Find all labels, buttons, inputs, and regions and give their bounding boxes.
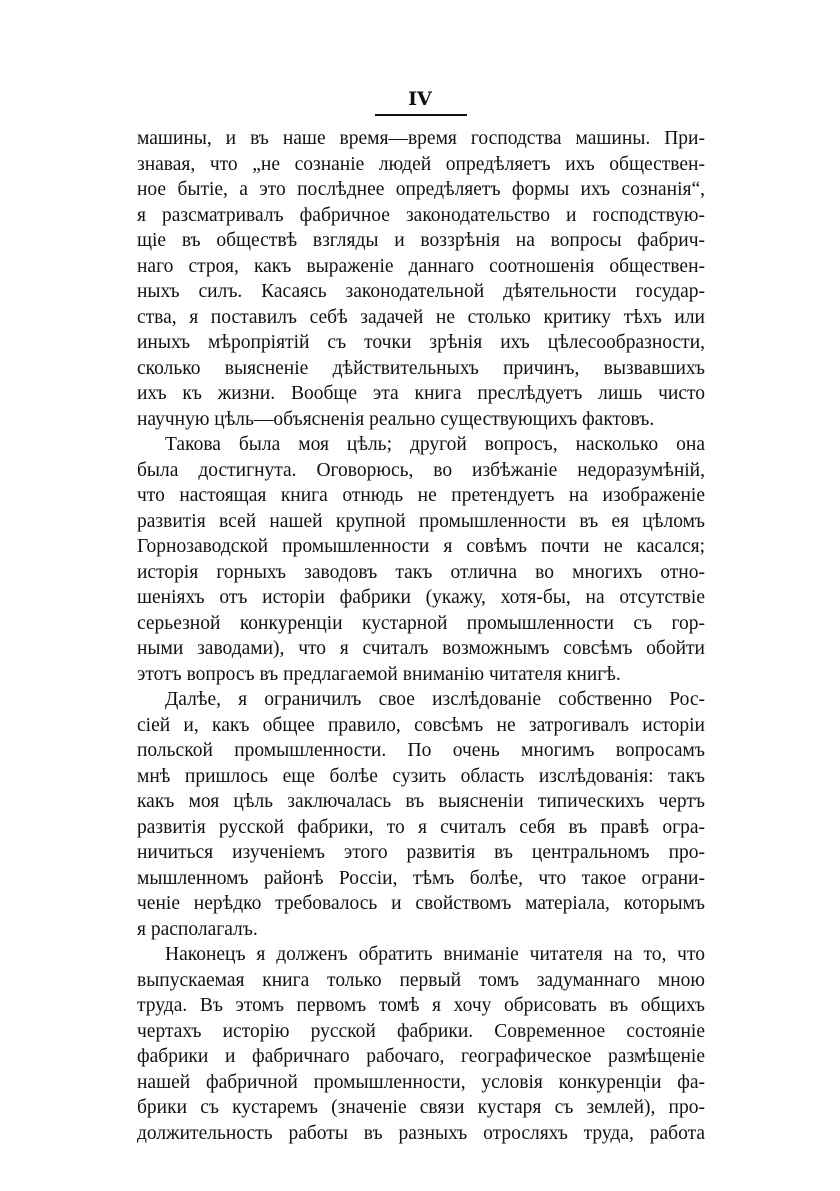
text-line: научную цѣль—объясненія реально существующихъ фактовъ. bbox=[137, 408, 655, 430]
paragraph-3 bbox=[137, 687, 705, 942]
text-line: машины, и въ наше время—время господства машины. При- bbox=[137, 128, 705, 149]
text-line: выпускаемая книга только первый томъ задуманнаго мною bbox=[137, 969, 705, 991]
paragraph-1 bbox=[137, 126, 705, 432]
text-line: щіе въ обществѣ взгляды и воззрѣнія на вопросы фабрич- bbox=[137, 230, 705, 251]
text-line: ныхъ силъ. Касаясь законодательной дѣятельности государ- bbox=[137, 281, 705, 302]
text-line: исторія горныхъ заводовъ такъ отлична во многихъ отно- bbox=[137, 561, 705, 583]
text-line: Далѣе, я ограничилъ свое изслѣдованіе собственно Рос- bbox=[165, 689, 705, 710]
text-line: наго строя, какъ выраженіе даннаго соотношенія обществен- bbox=[137, 255, 705, 277]
text-line: иныхъ мѣропріятій съ точки зрѣнія ихъ цѣлесообразности, bbox=[137, 332, 705, 353]
text-line: чертахъ исторію русской фабрики. Современное состояніе bbox=[137, 1020, 705, 1042]
text-line: развитія всей нашей крупной промышленности въ ея цѣломъ bbox=[137, 510, 705, 532]
page-number: IV bbox=[408, 88, 432, 110]
text-line: нашей фабричной промышленности, условія конкуренціи фа- bbox=[137, 1071, 705, 1093]
text-line: была достигнута. Оговорюсь, во избѣжаніе недоразумѣній, bbox=[137, 459, 705, 481]
body-text bbox=[137, 126, 705, 1146]
text-line: знавая, что „не сознаніе людей опредѣляетъ ихъ обществен- bbox=[137, 153, 705, 175]
text-line: Горнозаводской промышленности я совѣмъ почти не касался; bbox=[137, 536, 705, 557]
text-line: ства, я поставилъ себѣ задачей не столько критику тѣхъ или bbox=[137, 306, 705, 328]
text-line: ихъ къ жизни. Вообще эта книга преслѣдуетъ лишь чисто bbox=[137, 383, 705, 404]
text-line: ное бытіе, а это послѣднее опредѣляетъ формы ихъ сознанія“, bbox=[137, 179, 705, 200]
text-line: этотъ вопросъ въ предлагаемой вниманію читателя книгѣ. bbox=[137, 663, 621, 685]
text-line: что настоящая книга отнюдь не претендуетъ на изображеніе bbox=[137, 485, 705, 506]
text-line: должительность работы въ разныхъ отросляхъ труда, работа bbox=[137, 1122, 705, 1144]
text-line: я располагалъ. bbox=[137, 918, 258, 940]
text-line: серьезной конкуренціи кустарной промышленности съ гор- bbox=[137, 612, 705, 634]
text-line: труда. Въ этомъ первомъ томѣ я хочу обрисовать въ общихъ bbox=[137, 995, 705, 1016]
paragraph-4 bbox=[137, 942, 705, 1146]
text-line: какъ моя цѣль заключалась въ выясненіи типическихъ чертъ bbox=[137, 791, 705, 812]
text-line: ченіе нерѣдко требовалось и свойствомъ матеріала, которымъ bbox=[137, 893, 705, 914]
text-line: сіей и, какъ общее правило, совсѣмъ не затрогивалъ исторіи bbox=[137, 714, 705, 736]
text-line: сколько выясненіе дѣйствительныхъ причинъ, вызвавшихъ bbox=[137, 357, 705, 379]
text-line: развитія русской фабрики, то я считалъ себя въ правѣ огра- bbox=[137, 816, 705, 838]
text-line: Наконецъ я долженъ обратить вниманіе читателя на то, что bbox=[165, 944, 705, 965]
text-line: ничиться изученіемъ этого развитія въ центральномъ про- bbox=[137, 842, 705, 863]
text-line: ными заводами), что я считалъ возможнымъ совсѣмъ обойти bbox=[137, 638, 705, 659]
text-line: я разсматривалъ фабричное законодательство и господствую- bbox=[137, 204, 705, 226]
text-line: польской промышленности. По очень многимъ вопросамъ bbox=[137, 740, 705, 761]
text-line: брики съ кустаремъ (значеніе связи кустаря съ землей), про- bbox=[137, 1097, 705, 1118]
text-line: мнѣ пришлось еще болѣе сузить область изслѣдованія: такъ bbox=[137, 765, 705, 787]
text-line: шеніяхъ отъ исторіи фабрики (укажу, хотя-бы, на отсутствіе bbox=[137, 587, 705, 608]
text-line: фабрики и фабричнаго рабочаго, географическое размѣщеніе bbox=[137, 1046, 705, 1067]
header-rule bbox=[375, 114, 467, 116]
paragraph-2 bbox=[137, 432, 705, 687]
text-line: Такова была моя цѣль; другой вопросъ, насколько она bbox=[165, 434, 705, 455]
text-line: мышленномъ районѣ Россіи, тѣмъ болѣе, что такое ограни- bbox=[137, 867, 705, 889]
